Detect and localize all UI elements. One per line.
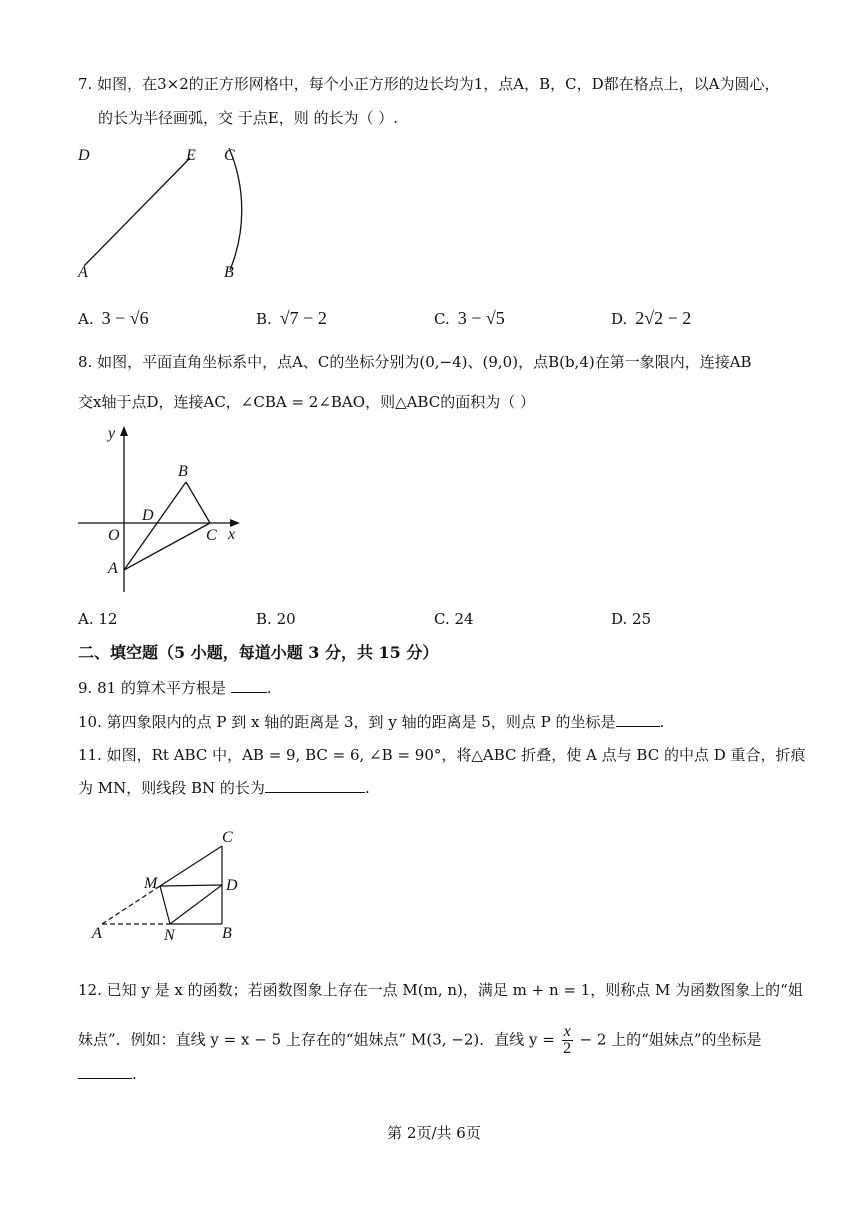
q8-option-d-value: 25 — [632, 610, 652, 628]
q11-segment-mc — [160, 846, 222, 886]
q12-line2 — [78, 1024, 762, 1057]
q11-answer-blank[interactable] — [265, 778, 365, 793]
q8-option-d — [611, 610, 651, 628]
q7-option-d-value: 2√2 − 2 — [635, 308, 692, 328]
q7-segment-ae — [84, 158, 190, 266]
q11-label-d: D — [226, 877, 238, 894]
q9-end: . — [266, 679, 272, 697]
q12-answer-blank[interactable] — [78, 1064, 132, 1079]
q12-fraction-numerator: x — [563, 1023, 571, 1040]
q8-y-arrow — [120, 426, 128, 436]
q8-label-d: D — [142, 507, 154, 524]
q7-option-c-key: C. — [434, 310, 450, 328]
q11-end: . — [364, 779, 370, 797]
q7-label-e: E — [186, 147, 196, 164]
q8-line1: 8. 如图，平面直角坐标系中，点A、C的坐标分别为(0,−4)、(9,0)，点B(b,4)在第一象限内，连接AB — [78, 353, 752, 371]
q8-option-d-key: D. — [611, 610, 628, 628]
q11-label-n: N — [164, 927, 175, 944]
q11-segment-mn — [160, 886, 170, 924]
q11-segment-md — [160, 885, 222, 886]
q7-label-b: B — [224, 264, 234, 281]
q8-label-o: O — [108, 527, 120, 544]
q11-line2-text: 为 MN，则线段 BN 的长为 — [78, 779, 265, 797]
q9-text: 9. 81 的算术平方根是 — [78, 679, 226, 697]
q10-answer-blank[interactable] — [616, 712, 660, 727]
q7-option-d — [611, 308, 691, 329]
q7-line2: 的长为半径画弧，交 于点E，则 的长为（ ）. — [98, 109, 399, 127]
q11-segment-nd — [170, 885, 222, 924]
q11-line1: 11. 如图，Rt ABC 中，AB = 9, BC = 6, ∠B = 90°，将△ABC 折叠，使 A 点与 BC 的中点 D 重合，折痕 — [78, 746, 806, 764]
q8-segment-ac — [124, 523, 210, 570]
q11-label-b: B — [222, 925, 232, 942]
q10 — [78, 712, 664, 732]
q7-option-b — [256, 308, 327, 329]
q8-label-x: x — [228, 526, 236, 543]
q7-line1: 7. 如图，在3×2的正方形网格中，每个小正方形的边长均为1，点A，B，C，D都在格点上，以A为圆心， — [78, 75, 780, 93]
q12-fraction-denominator: 2 — [563, 1040, 572, 1057]
q11-figure — [88, 826, 268, 946]
q12-line2b: − 2 上的“姐妹点”的坐标是 — [579, 1030, 762, 1049]
q8-option-c-key: C. — [434, 610, 450, 628]
section-title: 二、填空题（5 小题，每道小题 3 分，共 15 分） — [78, 643, 439, 662]
q7-option-d-key: D. — [611, 310, 628, 328]
q11-label-c: C — [222, 829, 233, 846]
q8-option-a-value: 12 — [98, 610, 118, 628]
q8-option-a-key: A. — [78, 610, 94, 628]
q7-label-a: A — [78, 264, 88, 281]
q8-segment-bc — [186, 482, 210, 523]
q8-figure — [72, 420, 252, 600]
q8-label-a: A — [108, 560, 118, 577]
q7-figure — [72, 140, 332, 290]
q7-option-c — [434, 308, 505, 329]
q11-label-m: M — [144, 875, 158, 892]
page-footer: 第 2页/共 6页 — [387, 1124, 481, 1142]
q8-option-b-value: 20 — [276, 610, 296, 628]
q8-segment-ab — [124, 482, 186, 570]
q7-option-a-key: A. — [78, 310, 94, 328]
q8-option-a — [78, 610, 117, 628]
q8-option-c-value: 24 — [454, 610, 474, 628]
q9-answer-blank[interactable] — [231, 678, 267, 693]
q8-option-b-key: B. — [256, 610, 272, 628]
q11-line2 — [78, 778, 370, 798]
q7-option-a — [78, 308, 149, 329]
q7-label-d: D — [78, 147, 90, 164]
q8-label-c: C — [206, 527, 217, 544]
q8-option-c — [434, 610, 474, 628]
q7-arc — [229, 148, 242, 270]
q9 — [78, 678, 272, 698]
q12-line1: 12. 已知 y 是 x 的函数；若函数图象上存在一点 M(m, n)，满足 m + n = 1，则称点 M 为函数图象上的“姐 — [78, 981, 803, 999]
q7-label-c: C — [224, 147, 235, 164]
q12-end: . — [132, 1065, 137, 1083]
q8-option-b — [256, 610, 296, 628]
q12-line3 — [78, 1064, 137, 1084]
q12-fraction — [562, 1024, 573, 1057]
q12-line2a: 妹点”．例如：直线 y = x − 5 上存在的“姐妹点” M(3, −2)．直线 y = — [78, 1030, 555, 1049]
q8-label-y: y — [108, 425, 116, 442]
q8-line2: 交x轴于点D，连接AC，∠CBA = 2∠BAO，则△ABC的面积为（ ） — [78, 393, 535, 411]
q10-text: 10. 第四象限内的点 P 到 x 轴的距离是 3，到 y 轴的距离是 5，则点 P 的坐标是 — [78, 713, 616, 731]
q7-option-a-value: 3 − √6 — [101, 308, 149, 328]
q11-label-a: A — [92, 925, 102, 942]
q8-label-b: B — [178, 463, 188, 480]
q10-end: . — [659, 713, 665, 731]
q7-option-b-value: √7 − 2 — [279, 308, 327, 328]
q7-option-c-value: 3 − √5 — [457, 308, 505, 328]
q7-option-b-key: B. — [256, 310, 272, 328]
